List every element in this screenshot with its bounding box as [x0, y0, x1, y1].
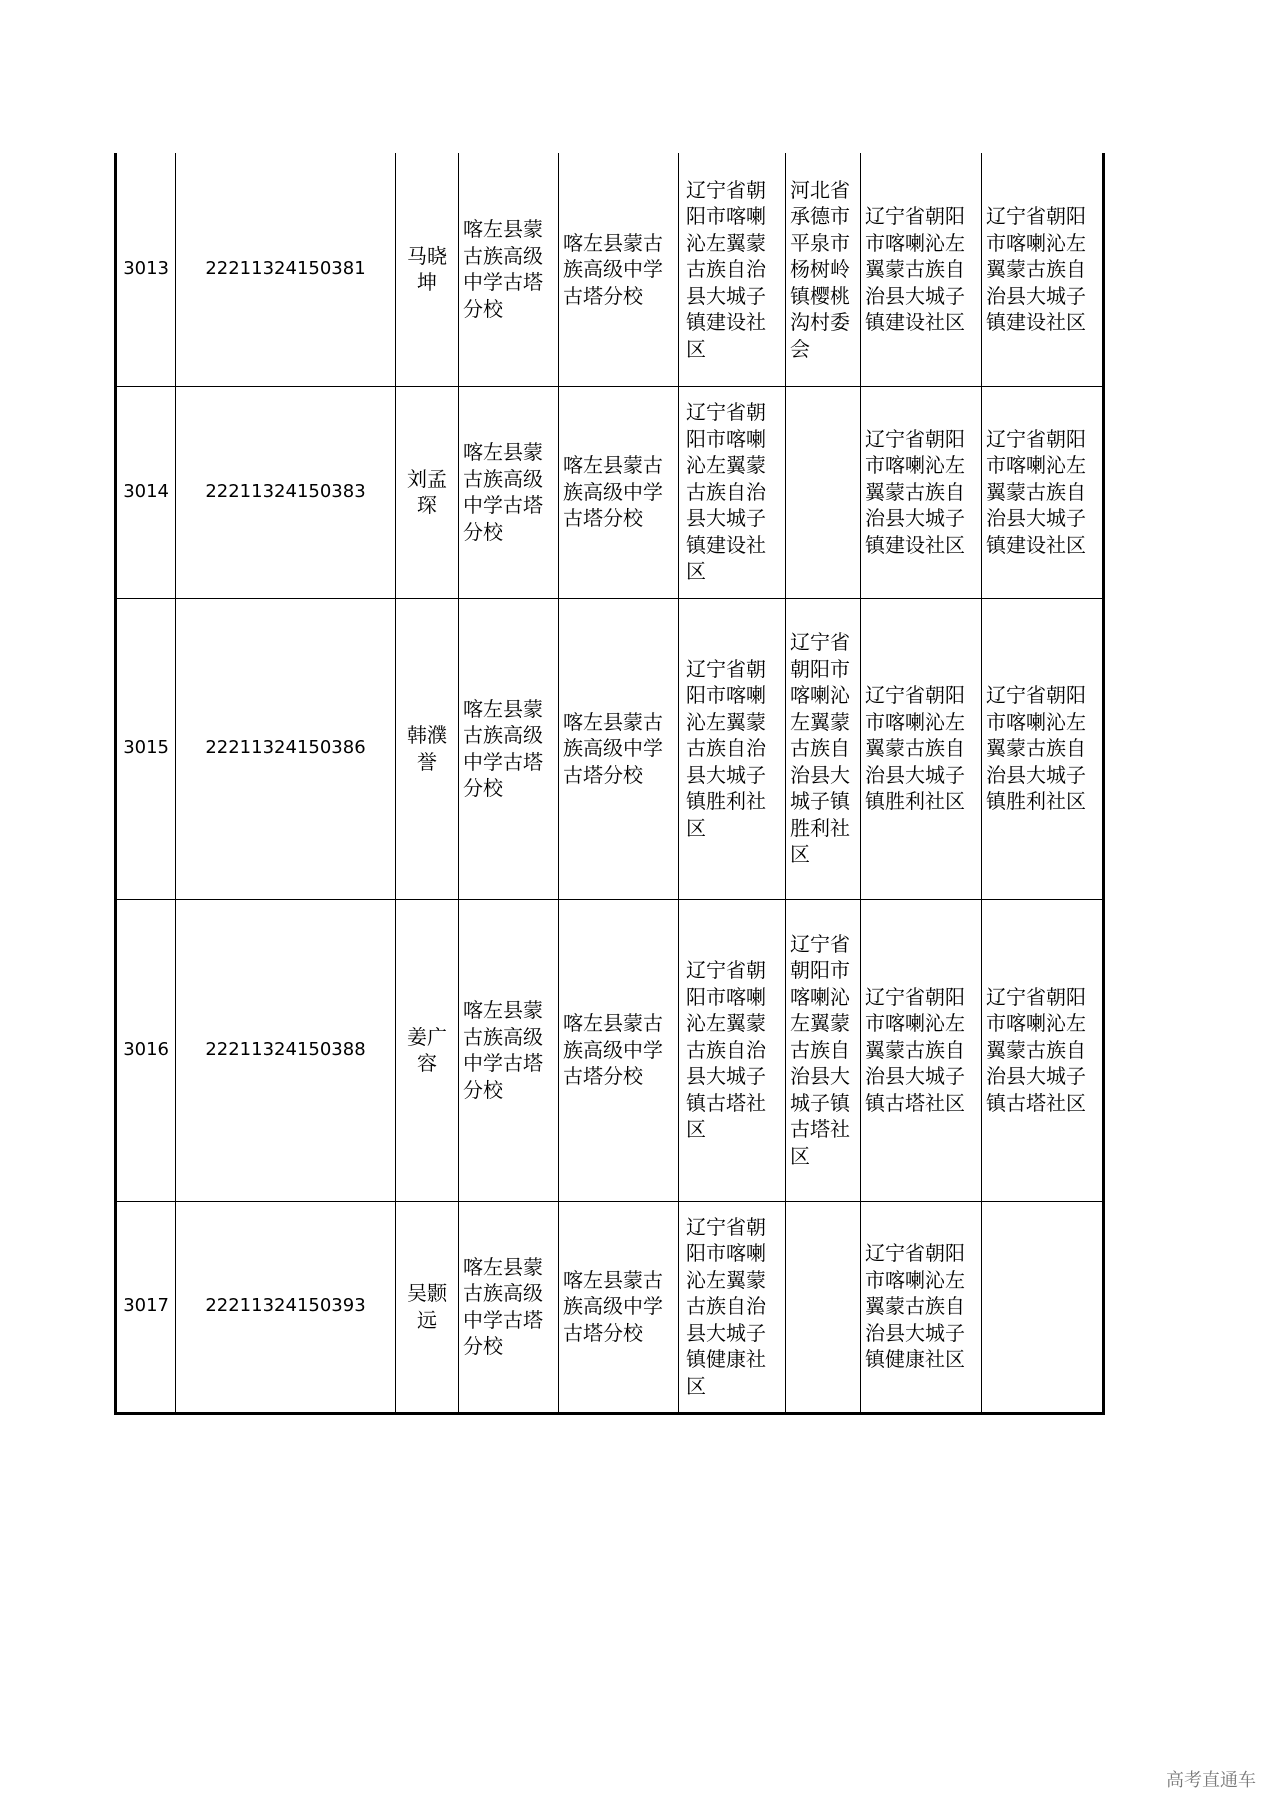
address1-cell: 辽宁省朝阳市喀喇沁左翼蒙古族自治县大城子镇古塔社区 [679, 899, 786, 1201]
table-row [116, 1201, 1104, 1413]
table-row [116, 899, 1104, 1201]
address1-cell: 辽宁省朝阳市喀喇沁左翼蒙古族自治县大城子镇建设社区 [679, 386, 786, 598]
address2-cell [786, 386, 861, 598]
table-row [116, 598, 1104, 899]
exam-id-cell: 22211324150381 [176, 153, 396, 386]
student-table [114, 153, 1105, 1415]
address1-cell: 辽宁省朝阳市喀喇沁左翼蒙古族自治县大城子镇健康社区 [679, 1201, 786, 1413]
school-cell: 喀左县蒙古族高级中学古塔分校 [459, 386, 559, 598]
seq-cell: 3014 [116, 386, 176, 598]
seq-cell: 3015 [116, 598, 176, 899]
address3-cell: 辽宁省朝阳市喀喇沁左翼蒙古族自治县大城子镇古塔社区 [861, 899, 982, 1201]
watermark-text: 高考直通车 [1166, 1770, 1256, 1791]
school2-cell: 喀左县蒙古族高级中学古塔分校 [559, 899, 679, 1201]
seq-cell: 3017 [116, 1201, 176, 1413]
address4-cell: 辽宁省朝阳市喀喇沁左翼蒙古族自治县大城子镇建设社区 [982, 386, 1104, 598]
address2-cell [786, 1201, 861, 1413]
school-cell: 喀左县蒙古族高级中学古塔分校 [459, 1201, 559, 1413]
school2-cell: 喀左县蒙古族高级中学古塔分校 [559, 598, 679, 899]
address2-cell: 辽宁省朝阳市喀喇沁左翼蒙古族自治县大城子镇古塔社区 [786, 899, 861, 1201]
address3-cell: 辽宁省朝阳市喀喇沁左翼蒙古族自治县大城子镇健康社区 [861, 1201, 982, 1413]
address4-cell: 辽宁省朝阳市喀喇沁左翼蒙古族自治县大城子镇建设社区 [982, 153, 1104, 386]
name-cell: 刘孟琛 [396, 386, 459, 598]
seq-cell: 3013 [116, 153, 176, 386]
exam-id-cell: 22211324150383 [176, 386, 396, 598]
address3-cell: 辽宁省朝阳市喀喇沁左翼蒙古族自治县大城子镇建设社区 [861, 153, 982, 386]
address1-cell: 辽宁省朝阳市喀喇沁左翼蒙古族自治县大城子镇胜利社区 [679, 598, 786, 899]
school-cell: 喀左县蒙古族高级中学古塔分校 [459, 153, 559, 386]
seq-cell: 3016 [116, 899, 176, 1201]
address4-cell: 辽宁省朝阳市喀喇沁左翼蒙古族自治县大城子镇古塔社区 [982, 899, 1104, 1201]
address3-cell: 辽宁省朝阳市喀喇沁左翼蒙古族自治县大城子镇建设社区 [861, 386, 982, 598]
name-cell: 马晓坤 [396, 153, 459, 386]
school-cell: 喀左县蒙古族高级中学古塔分校 [459, 899, 559, 1201]
address3-cell: 辽宁省朝阳市喀喇沁左翼蒙古族自治县大城子镇胜利社区 [861, 598, 982, 899]
name-cell: 韩濮誉 [396, 598, 459, 899]
address4-cell: 辽宁省朝阳市喀喇沁左翼蒙古族自治县大城子镇胜利社区 [982, 598, 1104, 899]
address4-cell [982, 1201, 1104, 1413]
address1-cell: 辽宁省朝阳市喀喇沁左翼蒙古族自治县大城子镇建设社区 [679, 153, 786, 386]
exam-id-cell: 22211324150393 [176, 1201, 396, 1413]
school-cell: 喀左县蒙古族高级中学古塔分校 [459, 598, 559, 899]
table-row [116, 386, 1104, 598]
exam-id-cell: 22211324150388 [176, 899, 396, 1201]
school2-cell: 喀左县蒙古族高级中学古塔分校 [559, 153, 679, 386]
exam-id-cell: 22211324150386 [176, 598, 396, 899]
address2-cell: 辽宁省朝阳市喀喇沁左翼蒙古族自治县大城子镇胜利社区 [786, 598, 861, 899]
school2-cell: 喀左县蒙古族高级中学古塔分校 [559, 1201, 679, 1413]
table-row [116, 153, 1104, 386]
name-cell: 姜广容 [396, 899, 459, 1201]
name-cell: 吴颢远 [396, 1201, 459, 1413]
address2-cell: 河北省承德市平泉市杨树岭镇樱桃沟村委会 [786, 153, 861, 386]
school2-cell: 喀左县蒙古族高级中学古塔分校 [559, 386, 679, 598]
